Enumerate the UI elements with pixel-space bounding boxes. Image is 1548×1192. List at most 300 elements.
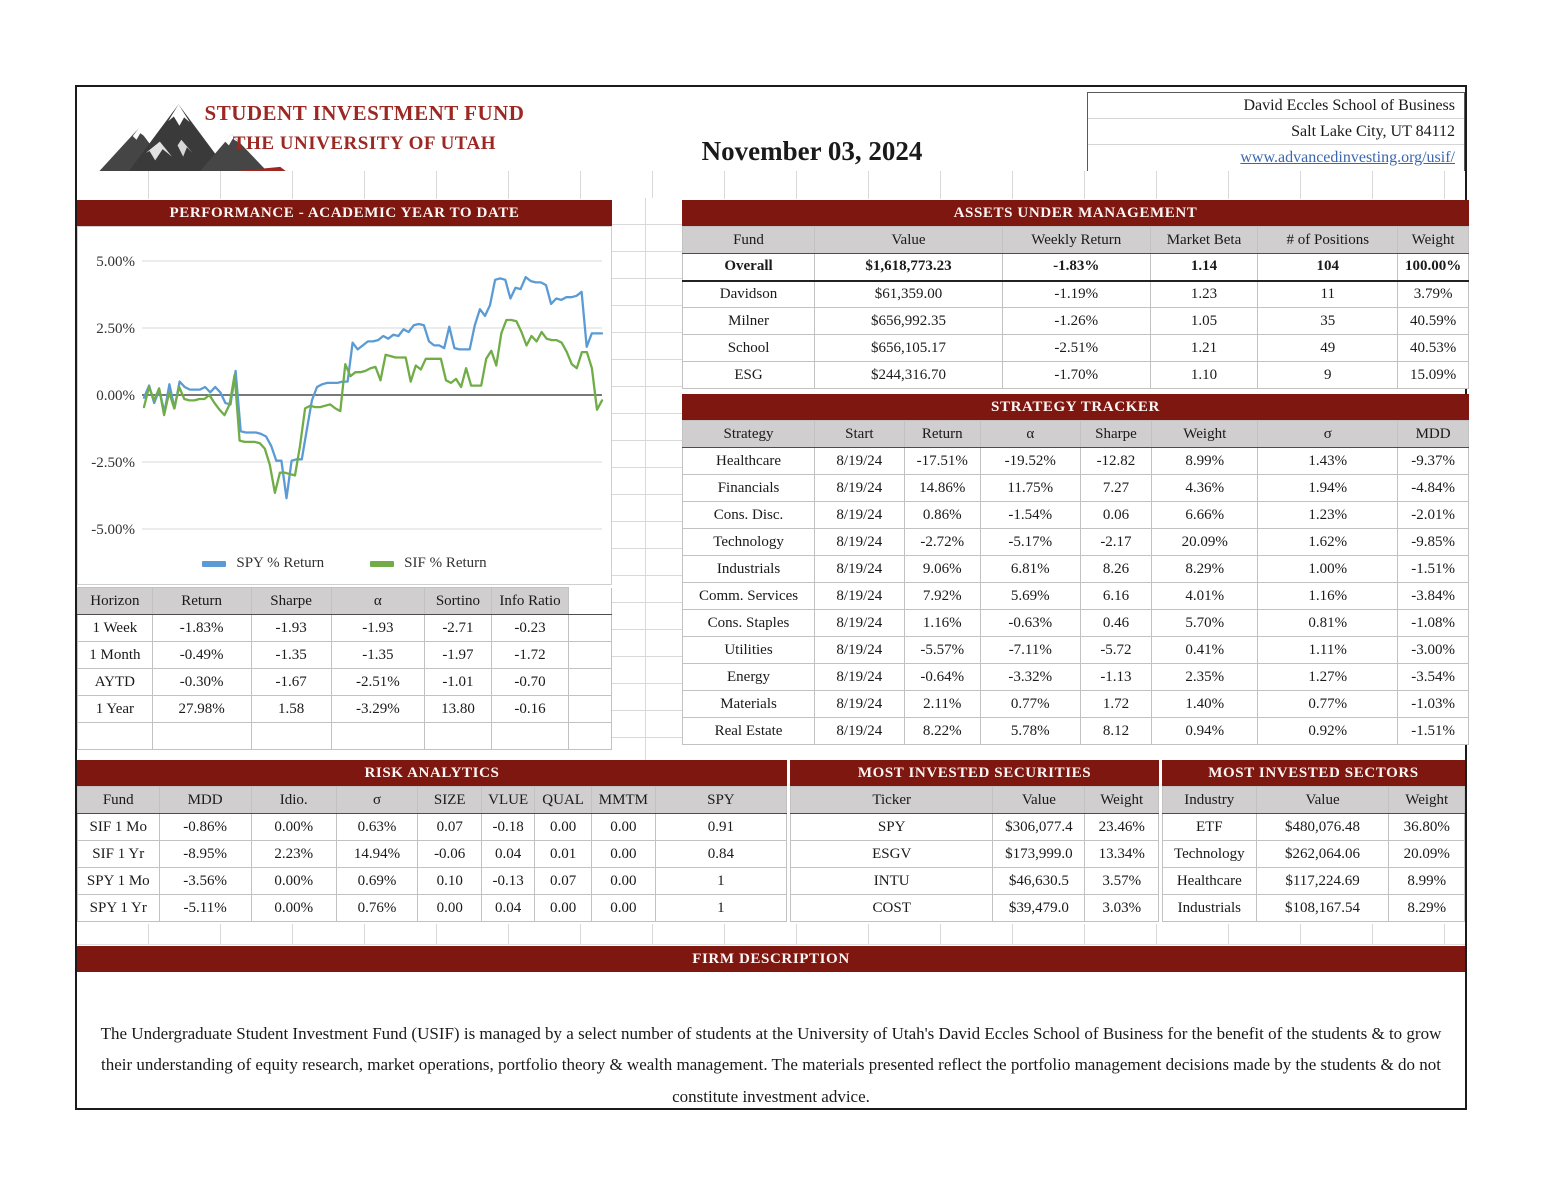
table-header-row — [78, 588, 612, 615]
column-header: Strategy — [683, 421, 815, 448]
table-cell — [152, 723, 251, 750]
table-row — [683, 637, 1469, 664]
table-row — [683, 718, 1469, 745]
aum-title-band: ASSETS UNDER MANAGEMENT — [682, 200, 1469, 226]
table-cell: Industrials — [1163, 895, 1257, 922]
column-header: α — [331, 588, 424, 615]
table-cell: 4.01% — [1152, 583, 1258, 610]
table-header-row — [791, 787, 1159, 814]
table-row — [791, 868, 1159, 895]
table-cell: 4.36% — [1152, 475, 1258, 502]
table-row — [683, 335, 1469, 362]
table-row — [791, 841, 1159, 868]
table-cell: 0.41% — [1152, 637, 1258, 664]
column-header: σ — [336, 787, 418, 814]
table-cell: -1.01 — [425, 669, 492, 696]
column-header: Weekly Return — [1002, 227, 1150, 254]
table-cell: -1.67 — [251, 669, 331, 696]
table-cell: -1.51% — [1398, 556, 1469, 583]
school-address: Salt Lake City, UT 84112 — [1088, 119, 1464, 145]
table-cell: 8.29% — [1389, 895, 1465, 922]
table-cell: Technology — [683, 529, 815, 556]
table-row — [683, 691, 1469, 718]
grid-strip-top — [77, 171, 1465, 199]
table-header-row — [1163, 787, 1465, 814]
table-cell: 8/19/24 — [815, 502, 905, 529]
most-invested-securities-table — [790, 786, 1159, 922]
table-cell: -1.93 — [331, 615, 424, 642]
table-cell: 1.16% — [904, 610, 980, 637]
table-cell: -1.35 — [331, 642, 424, 669]
column-header — [569, 588, 612, 615]
table-cell: 11 — [1258, 281, 1398, 308]
org-title — [192, 101, 537, 155]
table-cell: -2.72% — [904, 529, 980, 556]
svg-text:-5.00%: -5.00% — [91, 522, 135, 538]
table-cell: -9.85% — [1398, 529, 1469, 556]
table-cell: -19.52% — [980, 448, 1080, 475]
table-cell: 6.16 — [1080, 583, 1152, 610]
table-cell: -3.00% — [1398, 637, 1469, 664]
table-cell: 0.63% — [336, 814, 418, 841]
table-cell: -4.84% — [1398, 475, 1469, 502]
table-cell: 8/19/24 — [815, 610, 905, 637]
table-cell: SPY — [791, 814, 993, 841]
sif-legend-swatch — [370, 561, 394, 567]
strategy-title-band: STRATEGY TRACKER — [682, 394, 1469, 420]
table-cell: 0.01 — [535, 841, 592, 868]
column-header: Weight — [1085, 787, 1159, 814]
table-cell: $173,999.0 — [993, 841, 1085, 868]
table-cell — [569, 696, 612, 723]
table-cell: -1.54% — [980, 502, 1080, 529]
table-cell: 1.43% — [1258, 448, 1398, 475]
column-header: MDD — [159, 787, 251, 814]
table-cell: 5.70% — [1152, 610, 1258, 637]
table-cell: -0.30% — [152, 669, 251, 696]
performance-title-band: PERFORMANCE - ACADEMIC YEAR TO DATE — [77, 200, 612, 226]
most-invested-sectors-table — [1162, 786, 1465, 922]
table-cell: -2.51% — [1002, 335, 1150, 362]
table-cell — [569, 615, 612, 642]
table-cell: 49 — [1258, 335, 1398, 362]
table-cell: 8/19/24 — [815, 448, 905, 475]
table-row — [791, 814, 1159, 841]
table-cell: -0.16 — [491, 696, 568, 723]
table-cell: 2.35% — [1152, 664, 1258, 691]
table-cell: 1 Year — [78, 696, 153, 723]
column-header: α — [980, 421, 1080, 448]
table-row — [683, 529, 1469, 556]
table-row — [78, 696, 612, 723]
table-cell: 23.46% — [1085, 814, 1159, 841]
table-cell: 8.29% — [1152, 556, 1258, 583]
table-row — [78, 841, 787, 868]
column-header: VLUE — [482, 787, 535, 814]
table-cell: -5.17% — [980, 529, 1080, 556]
table-cell: -1.93 — [251, 615, 331, 642]
svg-text:-2.50%: -2.50% — [91, 455, 135, 471]
table-row — [683, 308, 1469, 335]
table-cell: $61,359.00 — [815, 281, 1003, 308]
table-cell: 0.00% — [251, 895, 336, 922]
table-cell: -12.82 — [1080, 448, 1152, 475]
table-cell: 8/19/24 — [815, 718, 905, 745]
table-row — [78, 642, 612, 669]
table-cell: ESGV — [791, 841, 993, 868]
table-cell: -2.17 — [1080, 529, 1152, 556]
table-cell: 20.09% — [1152, 529, 1258, 556]
column-header: # of Positions — [1258, 227, 1398, 254]
table-cell: $656,992.35 — [815, 308, 1003, 335]
table-cell: 35 — [1258, 308, 1398, 335]
table-row — [683, 502, 1469, 529]
table-cell: -1.83% — [1002, 254, 1150, 281]
table-cell: 0.00 — [535, 814, 592, 841]
table-cell: -1.03% — [1398, 691, 1469, 718]
svg-text:0.00%: 0.00% — [96, 388, 135, 404]
table-cell: 0.04 — [482, 895, 535, 922]
table-row — [78, 669, 612, 696]
table-cell: -5.57% — [904, 637, 980, 664]
table-cell: -3.29% — [331, 696, 424, 723]
table-cell: 40.59% — [1398, 308, 1469, 335]
table-cell: 104 — [1258, 254, 1398, 281]
table-cell: 0.91 — [655, 814, 786, 841]
table-cell: $480,076.48 — [1256, 814, 1389, 841]
table-cell: 8/19/24 — [815, 475, 905, 502]
table-cell: 1 Month — [78, 642, 153, 669]
table-cell — [251, 723, 331, 750]
table-cell: 9 — [1258, 362, 1398, 389]
table-cell: 8/19/24 — [815, 583, 905, 610]
website-link[interactable]: www.advancedinvesting.org/usif/ — [1240, 149, 1455, 166]
table-cell: 36.80% — [1389, 814, 1465, 841]
table-cell — [491, 723, 568, 750]
table-cell: Utilities — [683, 637, 815, 664]
table-row — [78, 615, 612, 642]
table-cell: $306,077.4 — [993, 814, 1085, 841]
table-cell: SPY 1 Yr — [78, 895, 160, 922]
column-header: Return — [152, 588, 251, 615]
table-cell: Financials — [683, 475, 815, 502]
table-cell: ETF — [1163, 814, 1257, 841]
table-cell: Overall — [683, 254, 815, 281]
table-row — [683, 448, 1469, 475]
svg-text:5.00%: 5.00% — [96, 254, 135, 270]
table-row — [683, 281, 1469, 308]
table-cell: 0.00 — [591, 895, 655, 922]
table-cell: -2.01% — [1398, 502, 1469, 529]
table-cell: 1.94% — [1258, 475, 1398, 502]
table-cell: 6.66% — [1152, 502, 1258, 529]
table-cell: 1.14 — [1150, 254, 1258, 281]
table-row — [683, 254, 1469, 281]
column-header: Fund — [683, 227, 815, 254]
table-cell: 0.84 — [655, 841, 786, 868]
table-cell: 100.00% — [1398, 254, 1469, 281]
column-header: Value — [815, 227, 1003, 254]
school-name: David Eccles School of Business — [1088, 93, 1464, 119]
table-cell — [569, 723, 612, 750]
table-cell: 14.86% — [904, 475, 980, 502]
table-cell: 13.34% — [1085, 841, 1159, 868]
table-cell: -0.23 — [491, 615, 568, 642]
table-cell: 1.62% — [1258, 529, 1398, 556]
table-cell: 1.00% — [1258, 556, 1398, 583]
table-cell: -0.64% — [904, 664, 980, 691]
table-cell: -3.56% — [159, 868, 251, 895]
risk-analytics-table — [77, 786, 787, 922]
table-cell: 1.16% — [1258, 583, 1398, 610]
table-cell — [425, 723, 492, 750]
column-header: Horizon — [78, 588, 153, 615]
table-cell: -1.83% — [152, 615, 251, 642]
table-cell: -0.18 — [482, 814, 535, 841]
table-cell: 0.00 — [535, 895, 592, 922]
performance-chart — [77, 226, 612, 585]
org-university: THE UNIVERSITY OF UTAH — [232, 133, 497, 154]
table-cell: 1.05 — [1150, 308, 1258, 335]
column-header: MDD — [1398, 421, 1469, 448]
column-header: Idio. — [251, 787, 336, 814]
legend-item-spy — [202, 555, 324, 572]
table-cell: 1 — [655, 868, 786, 895]
column-header: SIZE — [418, 787, 482, 814]
table-cell: 3.57% — [1085, 868, 1159, 895]
table-cell: $108,167.54 — [1256, 895, 1389, 922]
table-row — [791, 895, 1159, 922]
column-header: Weight — [1398, 227, 1469, 254]
column-header: σ — [1258, 421, 1398, 448]
table-cell: 0.06 — [1080, 502, 1152, 529]
table-cell: 8.99% — [1152, 448, 1258, 475]
table-cell: SPY 1 Mo — [78, 868, 160, 895]
table-cell: AYTD — [78, 669, 153, 696]
table-row — [683, 475, 1469, 502]
table-cell: COST — [791, 895, 993, 922]
table-row — [78, 723, 612, 750]
table-row — [1163, 814, 1465, 841]
table-cell: 5.69% — [980, 583, 1080, 610]
table-cell: Industrials — [683, 556, 815, 583]
table-cell: 1.23 — [1150, 281, 1258, 308]
table-cell — [331, 723, 424, 750]
risk-title-band: RISK ANALYTICS — [77, 760, 787, 786]
table-cell: 1.72 — [1080, 691, 1152, 718]
performance-line-chart — [78, 227, 611, 584]
securities-title-band: MOST INVESTED SECURITIES — [790, 760, 1159, 786]
horizon-performance-table — [77, 587, 612, 750]
column-header: Weight — [1152, 421, 1258, 448]
spy-legend-swatch — [202, 561, 226, 567]
table-cell — [569, 642, 612, 669]
table-cell: Comm. Services — [683, 583, 815, 610]
column-header: Weight — [1389, 787, 1465, 814]
table-cell: 20.09% — [1389, 841, 1465, 868]
table-cell: -3.54% — [1398, 664, 1469, 691]
table-cell: -17.51% — [904, 448, 980, 475]
table-cell: 1.40% — [1152, 691, 1258, 718]
table-cell: School — [683, 335, 815, 362]
table-cell: -1.70% — [1002, 362, 1150, 389]
table-cell: -7.11% — [980, 637, 1080, 664]
table-cell: Davidson — [683, 281, 815, 308]
table-cell: -1.97 — [425, 642, 492, 669]
table-cell: 3.03% — [1085, 895, 1159, 922]
table-cell: 2.11% — [904, 691, 980, 718]
table-row — [78, 814, 787, 841]
table-cell: -0.63% — [980, 610, 1080, 637]
table-cell: 8.26 — [1080, 556, 1152, 583]
table-cell: 8/19/24 — [815, 529, 905, 556]
table-cell: -1.35 — [251, 642, 331, 669]
table-row — [683, 583, 1469, 610]
table-cell: 8/19/24 — [815, 691, 905, 718]
table-cell: INTU — [791, 868, 993, 895]
table-cell: 1.10 — [1150, 362, 1258, 389]
table-cell: 0.94% — [1152, 718, 1258, 745]
table-cell: $117,224.69 — [1256, 868, 1389, 895]
table-cell — [569, 669, 612, 696]
table-cell: $244,316.70 — [815, 362, 1003, 389]
table-cell: SIF 1 Mo — [78, 814, 160, 841]
table-cell: 8/19/24 — [815, 556, 905, 583]
table-cell: -0.86% — [159, 814, 251, 841]
table-cell: 1.58 — [251, 696, 331, 723]
table-cell: 13.80 — [425, 696, 492, 723]
report-sheet — [75, 85, 1467, 1110]
table-cell: 6.81% — [980, 556, 1080, 583]
table-cell: 27.98% — [152, 696, 251, 723]
column-header: Sharpe — [1080, 421, 1152, 448]
table-cell: Energy — [683, 664, 815, 691]
table-cell: 2.23% — [251, 841, 336, 868]
table-cell: 8/19/24 — [815, 664, 905, 691]
table-cell: -2.51% — [331, 669, 424, 696]
org-name: STUDENT INVESTMENT FUND — [204, 101, 525, 125]
table-row — [683, 556, 1469, 583]
report-date: November 03, 2024 — [532, 125, 1092, 173]
table-cell: 5.78% — [980, 718, 1080, 745]
table-cell: 7.27 — [1080, 475, 1152, 502]
column-header: Info Ratio — [491, 588, 568, 615]
table-cell: -1.51% — [1398, 718, 1469, 745]
column-header: Fund — [78, 787, 160, 814]
table-cell: 0.10 — [418, 868, 482, 895]
table-cell: 0.77% — [1258, 691, 1398, 718]
table-cell: Cons. Disc. — [683, 502, 815, 529]
table-cell: 0.00 — [591, 814, 655, 841]
table-cell: 0.04 — [482, 841, 535, 868]
table-cell: $1,618,773.23 — [815, 254, 1003, 281]
table-cell: 7.92% — [904, 583, 980, 610]
column-header: Ticker — [791, 787, 993, 814]
table-cell: 0.81% — [1258, 610, 1398, 637]
table-cell: -3.32% — [980, 664, 1080, 691]
table-cell: -5.11% — [159, 895, 251, 922]
column-header: Sortino — [425, 588, 492, 615]
table-cell: 0.77% — [980, 691, 1080, 718]
strategy-tracker-table — [682, 420, 1469, 745]
column-header: Market Beta — [1150, 227, 1258, 254]
table-cell: SIF 1 Yr — [78, 841, 160, 868]
table-cell: $656,105.17 — [815, 335, 1003, 362]
table-cell: 1.11% — [1258, 637, 1398, 664]
table-cell: -1.72 — [491, 642, 568, 669]
table-cell: 0.00 — [591, 841, 655, 868]
table-cell: 0.46 — [1080, 610, 1152, 637]
column-header: Start — [815, 421, 905, 448]
table-cell: -0.70 — [491, 669, 568, 696]
table-cell: 15.09% — [1398, 362, 1469, 389]
table-cell: 1.27% — [1258, 664, 1398, 691]
table-cell: Technology — [1163, 841, 1257, 868]
table-cell: 0.76% — [336, 895, 418, 922]
table-row — [683, 664, 1469, 691]
column-header: SPY — [655, 787, 786, 814]
spy-legend-label: SPY % Return — [236, 555, 325, 571]
table-row — [1163, 841, 1465, 868]
table-row — [1163, 868, 1465, 895]
table-cell: 0.07 — [535, 868, 592, 895]
table-row — [78, 895, 787, 922]
table-cell: -9.37% — [1398, 448, 1469, 475]
table-cell: Cons. Staples — [683, 610, 815, 637]
grid-strip-middle — [612, 198, 682, 760]
table-cell: -0.13 — [482, 868, 535, 895]
column-header: Return — [904, 421, 980, 448]
table-cell: 0.07 — [418, 814, 482, 841]
chart-legend — [78, 555, 611, 572]
firm-description: The Undergraduate Student Investment Fund (USIF) is managed by a select number of students at the University of Utah's David Eccles School of Business for the benefit of the students & to grow their understanding of equity research, market operations, portfolio theory & wealth management. The materials presented reflect the portfolio management decisions made by the students & do not constitute investment advice. — [100, 1024, 1442, 1106]
table-cell: 40.53% — [1398, 335, 1469, 362]
column-header: QUAL — [535, 787, 592, 814]
table-cell: 1.23% — [1258, 502, 1398, 529]
table-cell — [78, 723, 153, 750]
table-cell: -1.26% — [1002, 308, 1150, 335]
table-row — [683, 610, 1469, 637]
table-row — [78, 868, 787, 895]
table-cell: 0.92% — [1258, 718, 1398, 745]
table-cell: $39,479.0 — [993, 895, 1085, 922]
table-cell: 8/19/24 — [815, 637, 905, 664]
table-header-row — [683, 421, 1469, 448]
table-cell: -2.71 — [425, 615, 492, 642]
table-header-row — [683, 227, 1469, 254]
svg-text:2.50%: 2.50% — [96, 321, 135, 337]
table-cell: $46,630.5 — [993, 868, 1085, 895]
table-cell: -5.72 — [1080, 637, 1152, 664]
table-cell: ESG — [683, 362, 815, 389]
table-cell: 0.00% — [251, 814, 336, 841]
table-cell: 1 — [655, 895, 786, 922]
firm-title-band: FIRM DESCRIPTION — [77, 946, 1465, 972]
table-cell: 11.75% — [980, 475, 1080, 502]
table-cell: 0.86% — [904, 502, 980, 529]
table-cell: Healthcare — [1163, 868, 1257, 895]
table-cell: 0.00% — [251, 868, 336, 895]
table-cell: 8.99% — [1389, 868, 1465, 895]
column-header: Value — [993, 787, 1085, 814]
table-cell: -0.06 — [418, 841, 482, 868]
table-cell: -0.49% — [152, 642, 251, 669]
table-cell: 9.06% — [904, 556, 980, 583]
aum-table — [682, 226, 1469, 389]
school-info-box — [1087, 92, 1465, 174]
table-cell: -1.08% — [1398, 610, 1469, 637]
column-header: Sharpe — [251, 588, 331, 615]
